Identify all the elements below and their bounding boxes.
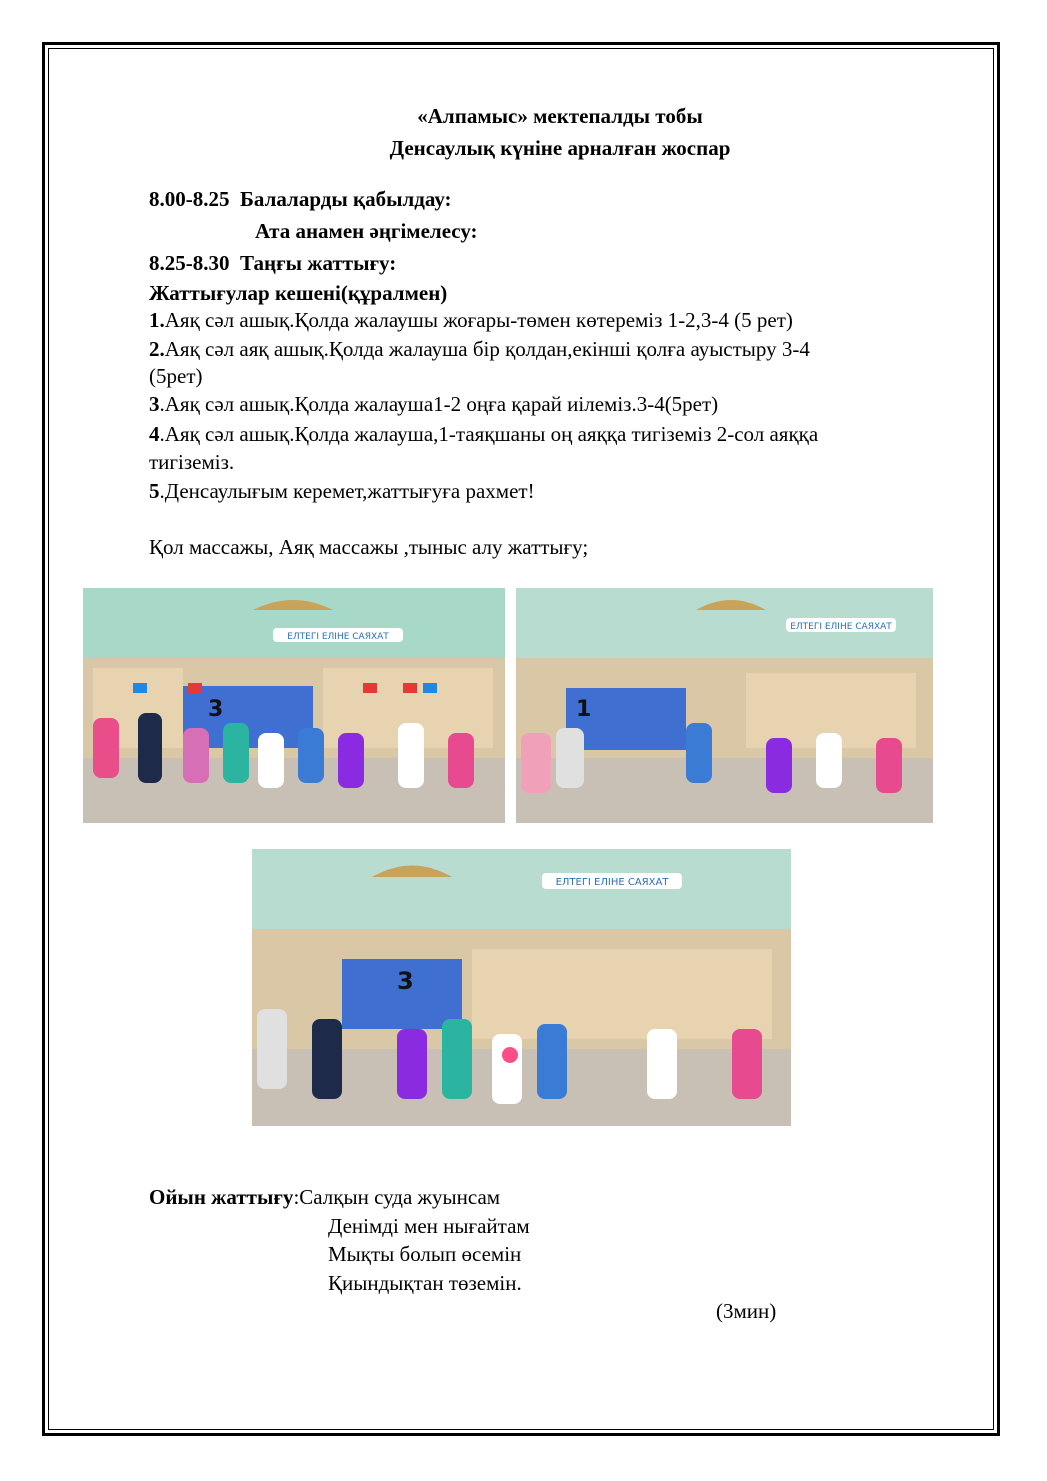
- duration-label: (3мин): [716, 1299, 777, 1323]
- photo-illustration: [83, 588, 505, 823]
- schedule-label-1: Балаларды қабылдау:: [240, 187, 452, 211]
- photo-children-bending: [516, 588, 933, 823]
- schedule-time-2: 8.25-8.30: [149, 251, 230, 275]
- schedule-row-2: [149, 250, 396, 276]
- exercise-5: [149, 478, 535, 504]
- cabinet-number: 1: [576, 697, 592, 722]
- schedule-time-1: 8.00-8.25: [149, 187, 230, 211]
- schedule-row-1: [149, 186, 452, 212]
- exercise-number: 5: [149, 479, 160, 503]
- exercise-text: Аяқ сәл аяқ ашық.Қолда жалауша бір қолдан,екінші қолға ауыстыру 3-4: [164, 337, 810, 361]
- schedule-label-2: Таңғы жаттығу:: [240, 251, 397, 275]
- poem-line: Салқын суда жуынсам: [299, 1185, 501, 1209]
- exercise-3: [149, 391, 718, 417]
- exercise-text: .Аяқ сәл ашық.Қолда жалауша,1-таяқшаны оң аяққа тигіземіз 2-сол аяққа: [159, 422, 819, 446]
- exercise-number: 1.: [149, 308, 165, 332]
- exercise-text: .Аяқ сәл ашық.Қолда жалауша1-2 оңға қарай иілеміз.3-4(5рет): [159, 392, 719, 416]
- exercise-number: 4: [149, 422, 160, 446]
- exercise-2: [149, 336, 810, 362]
- massage-line: Қол массажы, Аяқ массажы ,тыныс алу жаттығу;: [149, 535, 589, 559]
- cabinet-number: 3: [397, 967, 414, 995]
- poem-line: Мықты болып өсемін: [328, 1242, 522, 1266]
- exercise-4: [149, 421, 818, 447]
- photo-banner-text: ЕЛТЕГІ ЕЛІНЕ САЯХАТ: [555, 877, 669, 888]
- game-label: Ойын жаттығу: [149, 1185, 294, 1209]
- poem-line: Қиындықтан төземін.: [328, 1271, 522, 1295]
- exercise-number: 2.: [149, 337, 165, 361]
- exercise-text: .Денсаулығым керемет,жаттығуға рахмет!: [159, 479, 535, 503]
- exercise-1: [149, 307, 793, 333]
- group-title: «Алпамыс» мектепалды тобы: [417, 104, 703, 128]
- photo-illustration: [252, 849, 791, 1126]
- photo-banner-text: ЕЛТЕГІ ЕЛІНЕ САЯХАТ: [287, 632, 389, 642]
- game-line-1: [149, 1184, 500, 1210]
- plan-title: Денсаулық күніне арналған жоспар: [389, 136, 731, 160]
- exercise-text: Аяқ сәл ашық.Қолда жалаушы жоғары-төмен көтереміз 1-2,3-4 (5 рет): [164, 308, 793, 332]
- photo-children-flags: [83, 588, 505, 823]
- schedule-sub-1: Ата анамен әңгімелесу:: [255, 219, 478, 243]
- cabinet-number: 3: [208, 697, 224, 722]
- poem-line: Денімді мен нығайтам: [328, 1214, 530, 1238]
- photo-banner-text: ЕЛТЕГІ ЕЛІНЕ САЯХАТ: [790, 622, 892, 632]
- exercise-number: 3: [149, 392, 160, 416]
- exercise-complex-title: Жаттығулар кешені(құралмен): [149, 281, 448, 305]
- exercise-4-continued: тигіземіз.: [149, 450, 235, 474]
- photo-children-balls: [252, 849, 791, 1126]
- exercise-2-continued: (5рет): [149, 364, 203, 388]
- game-colon: :: [293, 1185, 300, 1209]
- photo-illustration: [516, 588, 933, 823]
